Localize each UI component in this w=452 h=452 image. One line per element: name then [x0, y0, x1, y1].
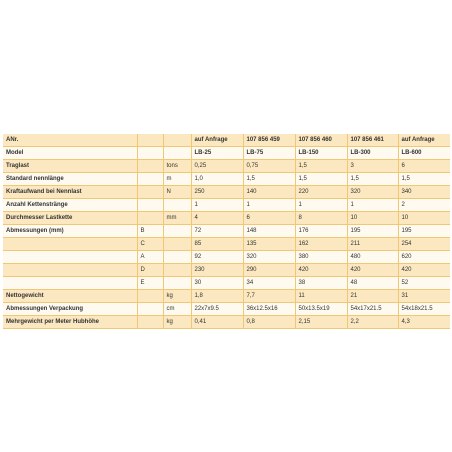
- row-value: 1,5: [347, 173, 398, 186]
- row-value: 2,15: [295, 316, 347, 329]
- row-value: auf Anfrage: [398, 134, 450, 147]
- row-value: 4: [191, 212, 243, 225]
- row-value: 3: [347, 160, 398, 173]
- row-value: 1,5: [243, 173, 295, 186]
- table-row: [3, 264, 450, 277]
- row-value: 1,5: [295, 173, 347, 186]
- row-value: 10: [398, 212, 450, 225]
- row-unit: tons: [163, 160, 191, 173]
- table-row: [3, 160, 450, 173]
- row-value: 340: [398, 186, 450, 199]
- row-value: 230: [191, 264, 243, 277]
- row-value: 220: [295, 186, 347, 199]
- row-unit: kg: [163, 316, 191, 329]
- row-value: 420: [347, 264, 398, 277]
- row-value: 162: [295, 238, 347, 251]
- row-sub-label: [137, 316, 163, 329]
- row-value: 8: [295, 212, 347, 225]
- row-value: 1,5: [295, 160, 347, 173]
- row-value: 0,41: [191, 316, 243, 329]
- row-value: 1: [295, 199, 347, 212]
- row-label: Standard nennlänge: [3, 173, 137, 186]
- table-row: [3, 212, 450, 225]
- row-value: 36x12.5x16: [243, 303, 295, 316]
- row-unit: [163, 199, 191, 212]
- row-value: 1: [347, 199, 398, 212]
- row-label: Abmessungen (mm): [3, 225, 137, 238]
- row-value: 107 856 460: [295, 134, 347, 147]
- row-label: Durchmesser Lastkette: [3, 212, 137, 225]
- row-value: 148: [243, 225, 295, 238]
- row-value: 140: [243, 186, 295, 199]
- row-unit: [163, 147, 191, 160]
- row-value: 2,2: [347, 316, 398, 329]
- row-value: 85: [191, 238, 243, 251]
- row-value: 38: [295, 277, 347, 290]
- row-unit: [163, 134, 191, 147]
- row-label: [3, 238, 137, 251]
- row-value: 10: [347, 212, 398, 225]
- row-label: [3, 251, 137, 264]
- row-value: 4,3: [398, 316, 450, 329]
- row-unit: N: [163, 186, 191, 199]
- row-sub-label: [137, 186, 163, 199]
- table-row: [3, 186, 450, 199]
- row-label: [3, 277, 137, 290]
- row-value: 250: [191, 186, 243, 199]
- row-value: 1: [243, 199, 295, 212]
- row-value: 420: [295, 264, 347, 277]
- row-value: 50x13.5x19: [295, 303, 347, 316]
- row-value: 1: [191, 199, 243, 212]
- row-value: auf Anfrage: [191, 134, 243, 147]
- row-value: 195: [398, 225, 450, 238]
- row-sub-label: [137, 199, 163, 212]
- row-sub-label: [137, 303, 163, 316]
- row-value: 22x7x9.5: [191, 303, 243, 316]
- row-value: 1,0: [191, 173, 243, 186]
- row-value: 320: [347, 186, 398, 199]
- row-value: LB-25: [191, 147, 243, 160]
- spec-table: [3, 134, 450, 329]
- row-value: 92: [191, 251, 243, 264]
- row-label: Mehrgewicht per Meter Hubhöhe: [3, 316, 137, 329]
- row-value: 31: [398, 290, 450, 303]
- row-label: Traglast: [3, 160, 137, 173]
- row-value: LB-150: [295, 147, 347, 160]
- row-value: 320: [243, 251, 295, 264]
- row-value: LB-600: [398, 147, 450, 160]
- table-row: [3, 277, 450, 290]
- row-unit: m: [163, 173, 191, 186]
- row-value: 21: [347, 290, 398, 303]
- row-sub-label: [137, 290, 163, 303]
- row-value: 420: [398, 264, 450, 277]
- row-value: 1,8: [191, 290, 243, 303]
- row-value: 6: [398, 160, 450, 173]
- table-row: [3, 147, 450, 160]
- row-value: 0,25: [191, 160, 243, 173]
- table-row: [3, 199, 450, 212]
- row-value: 254: [398, 238, 450, 251]
- row-sub-label: [137, 160, 163, 173]
- table-row: [3, 238, 450, 251]
- row-sub-label: [137, 212, 163, 225]
- row-label: ANr.: [3, 134, 137, 147]
- row-sub-label: D: [137, 264, 163, 277]
- row-value: 2: [398, 199, 450, 212]
- row-value: 290: [243, 264, 295, 277]
- spec-table-body: [3, 134, 450, 329]
- row-value: 107 856 461: [347, 134, 398, 147]
- row-sub-label: C: [137, 238, 163, 251]
- row-label: [3, 264, 137, 277]
- row-value: 54x17x21.5: [347, 303, 398, 316]
- row-unit: cm: [163, 303, 191, 316]
- row-label: Nettogewicht: [3, 290, 137, 303]
- row-label: Model: [3, 147, 137, 160]
- row-unit: [163, 225, 191, 238]
- row-sub-label: B: [137, 225, 163, 238]
- row-unit: [163, 251, 191, 264]
- row-unit: [163, 238, 191, 251]
- row-value: 30: [191, 277, 243, 290]
- table-row: [3, 225, 450, 238]
- row-value: 7,7: [243, 290, 295, 303]
- row-sub-label: E: [137, 277, 163, 290]
- row-value: LB-75: [243, 147, 295, 160]
- row-unit: kg: [163, 290, 191, 303]
- row-value: 380: [295, 251, 347, 264]
- table-row: [3, 290, 450, 303]
- row-value: 620: [398, 251, 450, 264]
- row-value: 480: [347, 251, 398, 264]
- row-value: 6: [243, 212, 295, 225]
- row-value: 11: [295, 290, 347, 303]
- row-value: 72: [191, 225, 243, 238]
- row-value: 48: [347, 277, 398, 290]
- row-unit: mm: [163, 212, 191, 225]
- row-label: Kraftaufwand bei Nennlast: [3, 186, 137, 199]
- row-value: 54x18x21.5: [398, 303, 450, 316]
- table-row: [3, 316, 450, 329]
- table-row: [3, 173, 450, 186]
- row-unit: [163, 277, 191, 290]
- spec-table-container: [3, 134, 450, 329]
- row-value: 1,5: [398, 173, 450, 186]
- table-row: [3, 251, 450, 264]
- table-row: [3, 303, 450, 316]
- row-label: Anzahl Kettenstränge: [3, 199, 137, 212]
- row-value: 195: [347, 225, 398, 238]
- table-row: [3, 134, 450, 147]
- row-label: Abmessungen Verpackung: [3, 303, 137, 316]
- row-value: 52: [398, 277, 450, 290]
- row-value: 107 856 459: [243, 134, 295, 147]
- row-value: 176: [295, 225, 347, 238]
- row-value: LB-300: [347, 147, 398, 160]
- row-value: 0,75: [243, 160, 295, 173]
- row-value: 211: [347, 238, 398, 251]
- row-sub-label: [137, 134, 163, 147]
- row-sub-label: A: [137, 251, 163, 264]
- row-sub-label: [137, 173, 163, 186]
- row-value: 0,8: [243, 316, 295, 329]
- row-value: 135: [243, 238, 295, 251]
- row-sub-label: [137, 147, 163, 160]
- row-value: 34: [243, 277, 295, 290]
- row-unit: [163, 264, 191, 277]
